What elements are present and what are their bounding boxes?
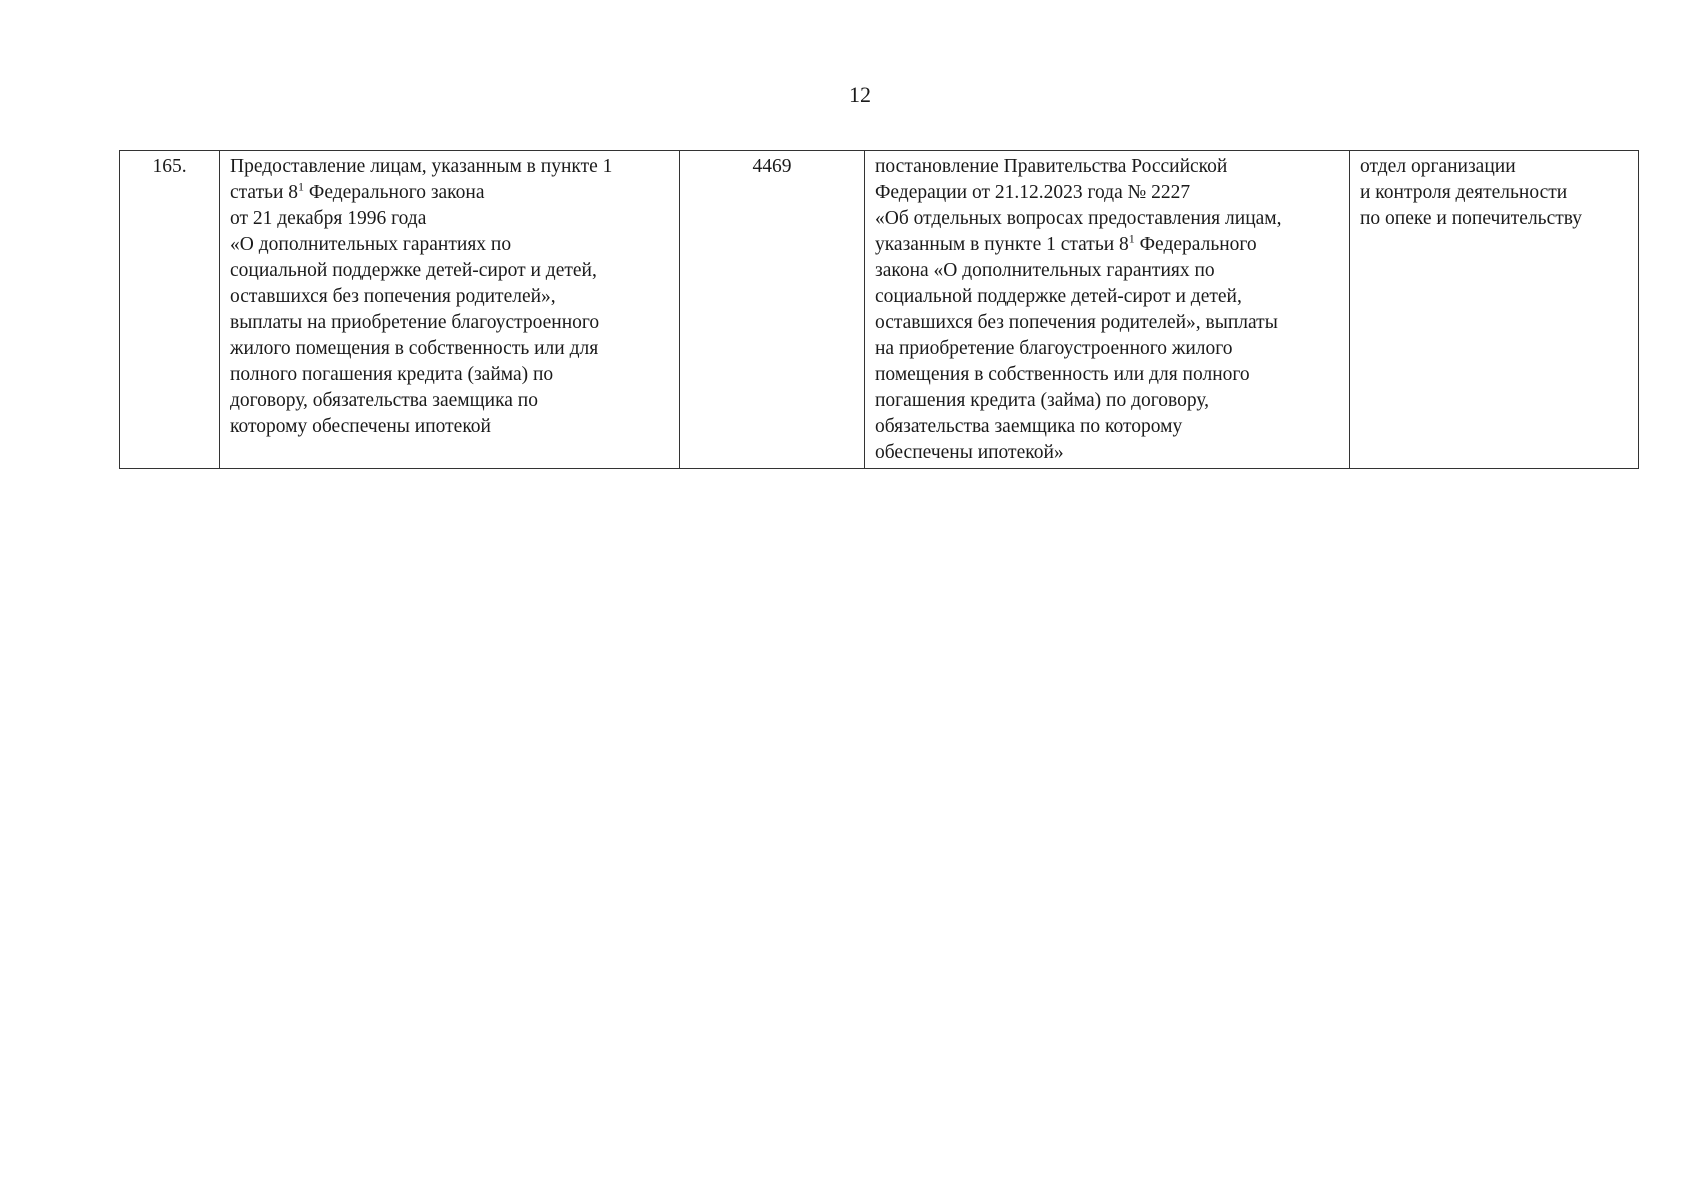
service-name-line: социальной поддержке детей-сирот и детей,	[230, 260, 597, 281]
legal-basis-line: на приобретение благоустроенного жилого	[875, 338, 1233, 359]
service-code-cell	[680, 151, 865, 469]
legal-basis-line: оставшихся без попечения родителей», выплаты	[875, 312, 1278, 333]
row-index-cell	[120, 151, 220, 469]
legal-basis-article-line	[875, 232, 1339, 258]
row-index: 165.	[152, 156, 187, 177]
service-name-line: которому обеспечены ипотекой	[230, 416, 491, 437]
table-row	[120, 151, 1639, 469]
services-table	[119, 150, 1639, 469]
legal-basis-article-sup: 1	[1128, 231, 1135, 246]
service-name-article-sup: 1	[298, 179, 305, 194]
service-name-line: выплаты на приобретение благоустроенного	[230, 312, 600, 333]
legal-basis-article-post: Федерального	[1134, 234, 1257, 255]
service-name-line: Предоставление лицам, указанным в пункте 1	[230, 156, 613, 177]
legal-basis-line: Федерации от 21.12.2023 года № 2227	[875, 182, 1191, 203]
legal-basis-line: обеспечены ипотекой»	[875, 442, 1064, 463]
service-name-line: полного погашения кредита (займа) по	[230, 364, 554, 385]
service-name-cell	[220, 151, 680, 469]
legal-basis-line: закона «О дополнительных гарантиях по	[875, 260, 1215, 281]
service-name-line: оставшихся без попечения родителей»,	[230, 286, 556, 307]
legal-basis-line: помещения в собственность или для полного	[875, 364, 1250, 385]
department-line: и контроля деятельности	[1360, 182, 1568, 203]
service-name-article-pre: статьи 8	[230, 182, 299, 203]
legal-basis-line: социальной поддержке детей-сирот и детей,	[875, 286, 1242, 307]
service-code: 4469	[752, 156, 792, 177]
legal-basis-line: погашения кредита (займа) по договору,	[875, 390, 1209, 411]
legal-basis-line: постановление Правительства Российской	[875, 156, 1228, 177]
page-number: 12	[849, 82, 871, 107]
legal-basis-article-pre: указанным в пункте 1 статьи 8	[875, 234, 1129, 255]
legal-basis-cell	[865, 151, 1350, 469]
legal-basis-line: «Об отдельных вопросах предоставления лицам,	[875, 208, 1282, 229]
department-line: по опеке и попечительству	[1360, 208, 1583, 229]
service-name-article-post: Федерального закона	[304, 182, 485, 203]
department-line: отдел организации	[1360, 156, 1516, 177]
service-name-line: жилого помещения в собственность или для	[230, 338, 599, 359]
service-name-line: договору, обязательства заемщика по	[230, 390, 538, 411]
service-name-article-line	[230, 180, 669, 206]
service-name-line: от 21 декабря 1996 года	[230, 208, 427, 229]
legal-basis-line: обязательства заемщика по которому	[875, 416, 1183, 437]
service-name-line: «О дополнительных гарантиях по	[230, 234, 512, 255]
department-cell	[1350, 151, 1639, 469]
